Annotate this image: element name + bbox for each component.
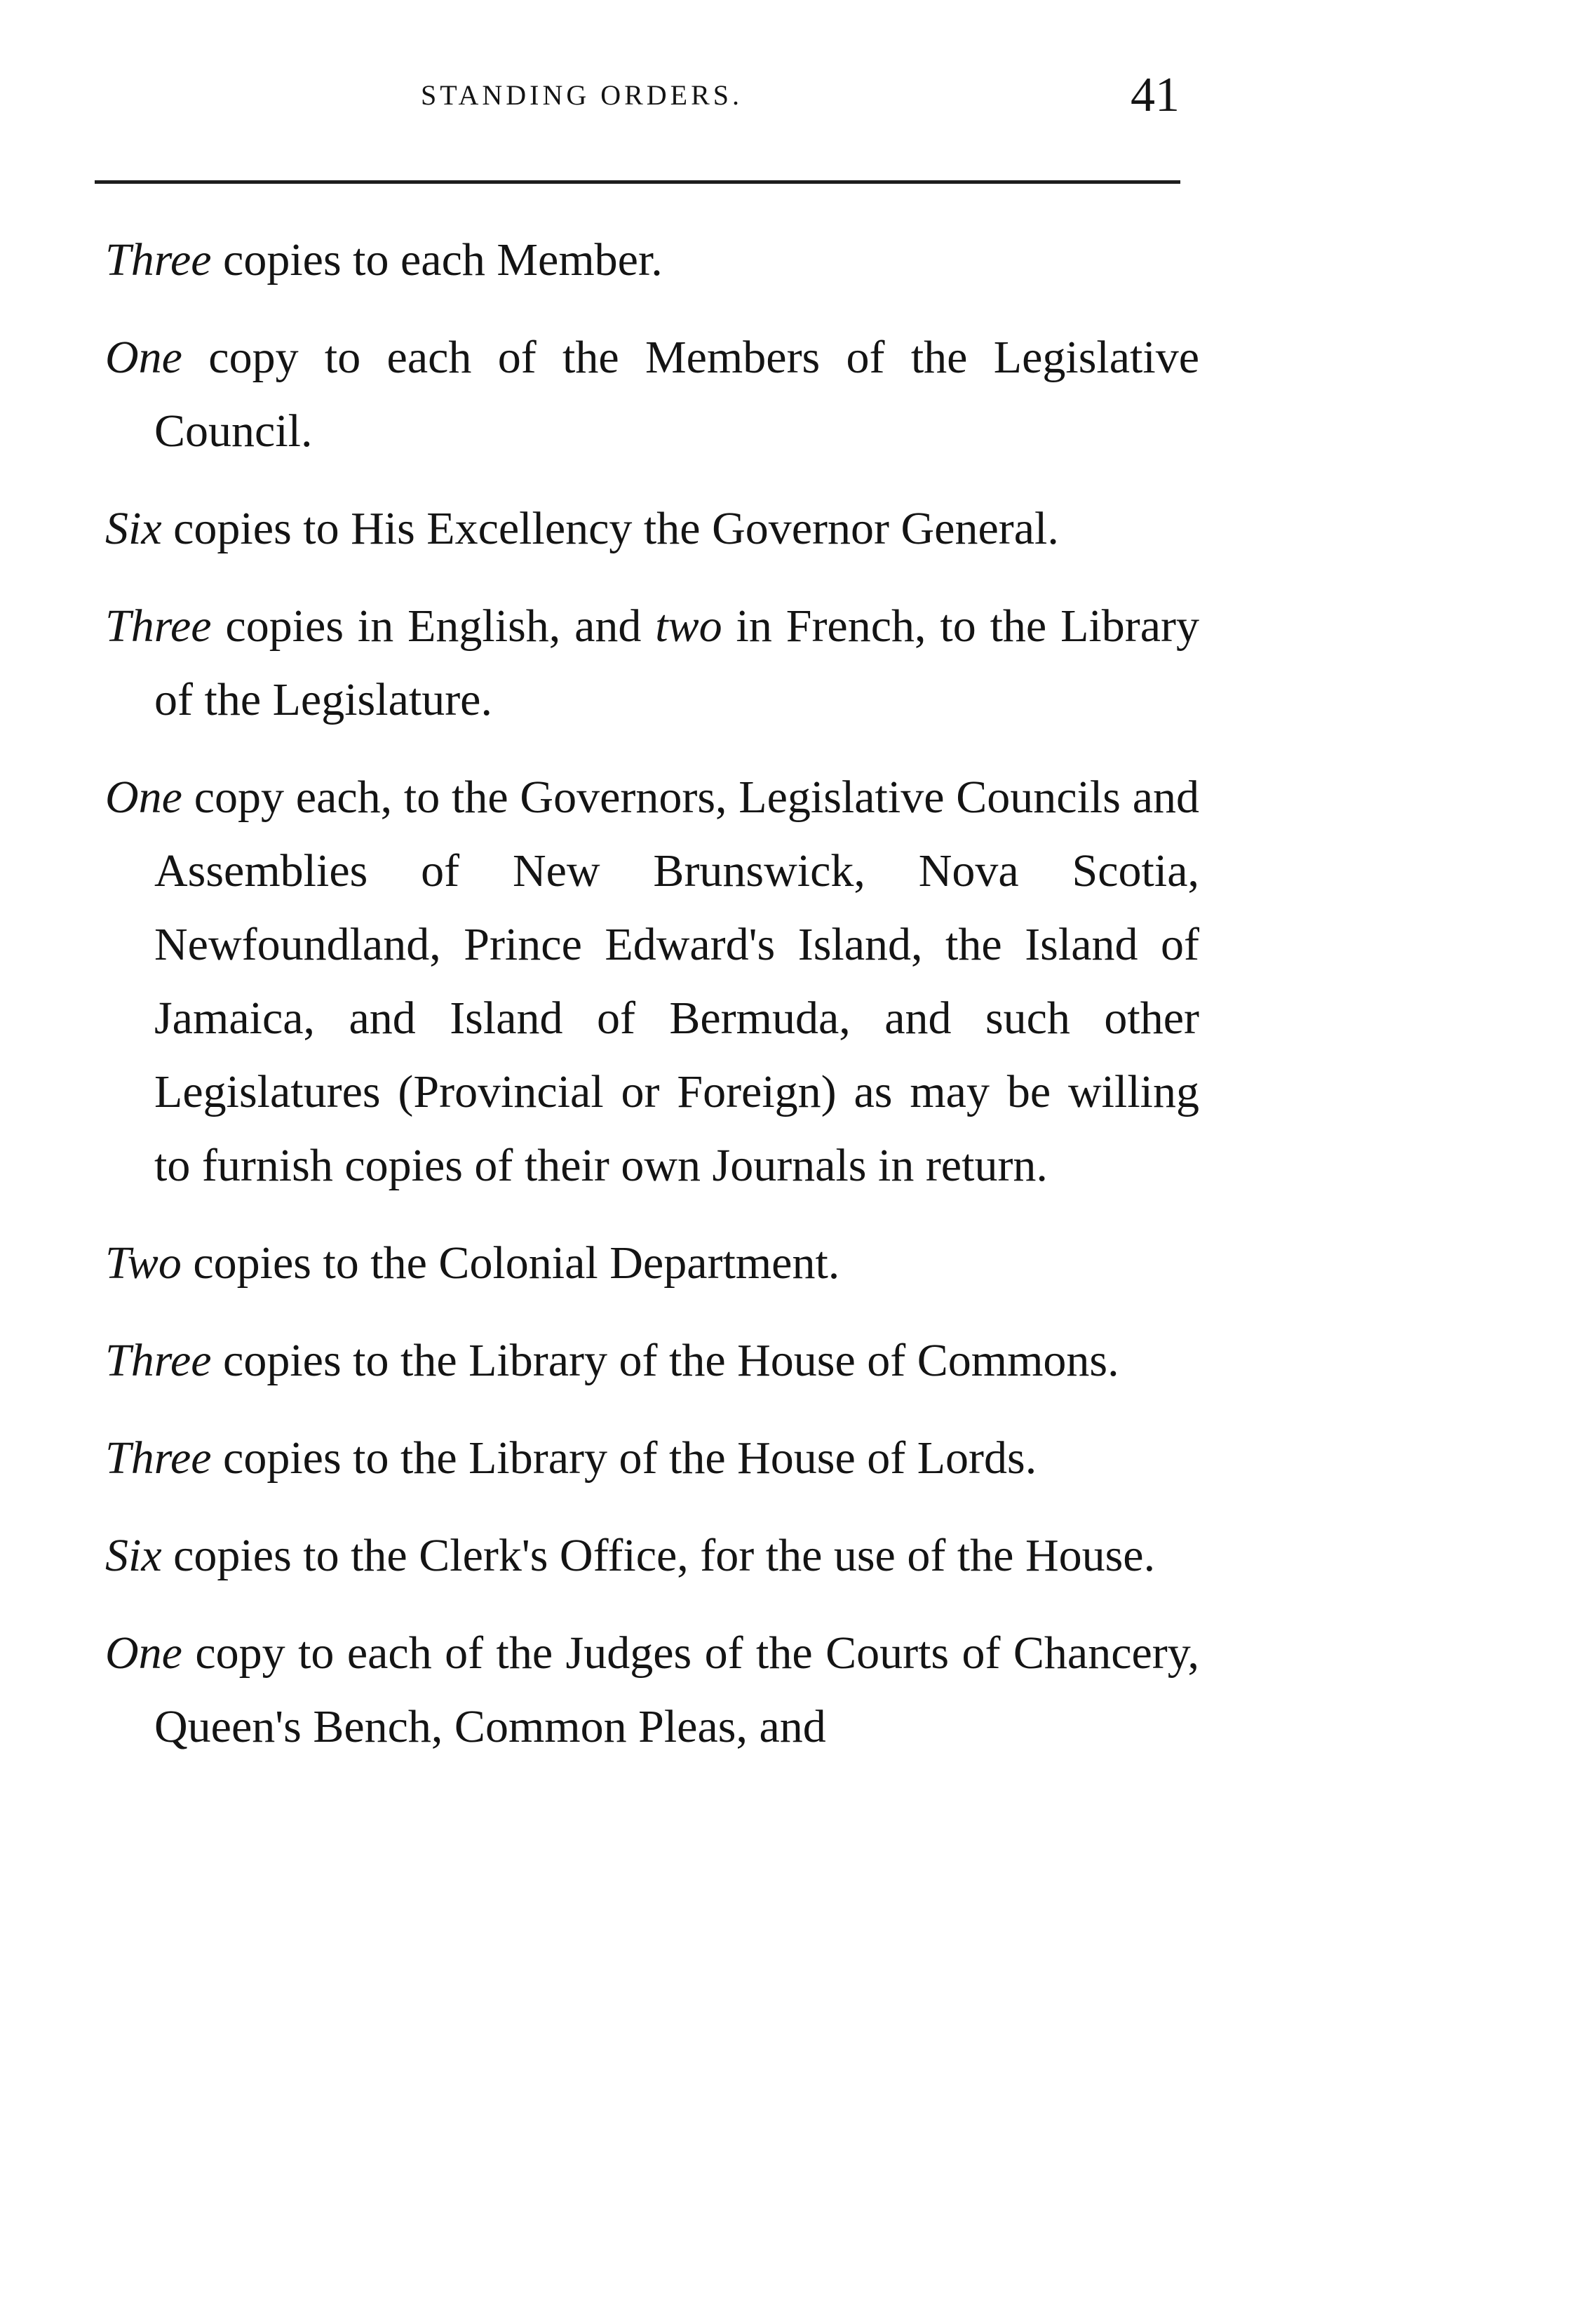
header-rule [95, 180, 1180, 184]
entry-text: copy to each of the Judges of the Courts of Chancery, Queen's Bench, Common Pleas, and [154, 1627, 1199, 1752]
entry-lead: One [105, 772, 182, 823]
entry-text: copy to each of the Members of the Legislative Council. [154, 332, 1199, 457]
entry-text: copy each, to the Governors, Legislative Councils and Assemblies of New Brunswick, Nova Scotia, Newfoundland, Prince Edward's Island, the Island of Jamaica, and Island of Bermuda, and such other Legislatures (Provincial or Foreign) as may be willing to furnish copies of their own Journals in return. [154, 772, 1199, 1191]
entry-text: copies to His Excellency the Governor General. [161, 503, 1059, 554]
list-entry [105, 1519, 1199, 1592]
list-entry [105, 1226, 1199, 1300]
list-entry [105, 321, 1199, 468]
entry-text: in French, to the Library of the Legislature. [154, 600, 1199, 725]
entry-text: copies to each Member. [211, 234, 663, 286]
entry-lead: Three [105, 234, 212, 286]
entry-lead: Six [105, 1530, 162, 1581]
entry-text: copies to the Clerk's Office, for the use of the House. [161, 1530, 1156, 1581]
entry-text: copies to the Library of the House of Commons. [211, 1335, 1119, 1386]
list-entry [105, 1616, 1199, 1764]
list-entry [105, 1324, 1199, 1397]
entry-lead: One [105, 1627, 182, 1679]
list-entry [105, 1421, 1199, 1495]
page-number: 41 [1131, 68, 1180, 122]
entry-italic: two [655, 600, 722, 652]
entry-lead: Two [105, 1237, 182, 1289]
list-entry [105, 760, 1199, 1202]
entry-text: copies to the Library of the House of Lords. [211, 1432, 1037, 1484]
entry-lead: Three [105, 600, 212, 652]
entry-lead: Six [105, 503, 162, 554]
running-head: STANDING ORDERS. [421, 79, 743, 111]
list-entry [105, 589, 1199, 737]
entry-lead: One [105, 332, 182, 383]
entry-text: copies to the Colonial Department. [181, 1237, 840, 1289]
entry-text: copies in English, and [211, 600, 656, 652]
entry-lead: Three [105, 1432, 212, 1484]
entry-lead: Three [105, 1335, 212, 1386]
distribution-list [105, 223, 1199, 1787]
list-entry [105, 223, 1199, 297]
list-entry [105, 492, 1199, 565]
